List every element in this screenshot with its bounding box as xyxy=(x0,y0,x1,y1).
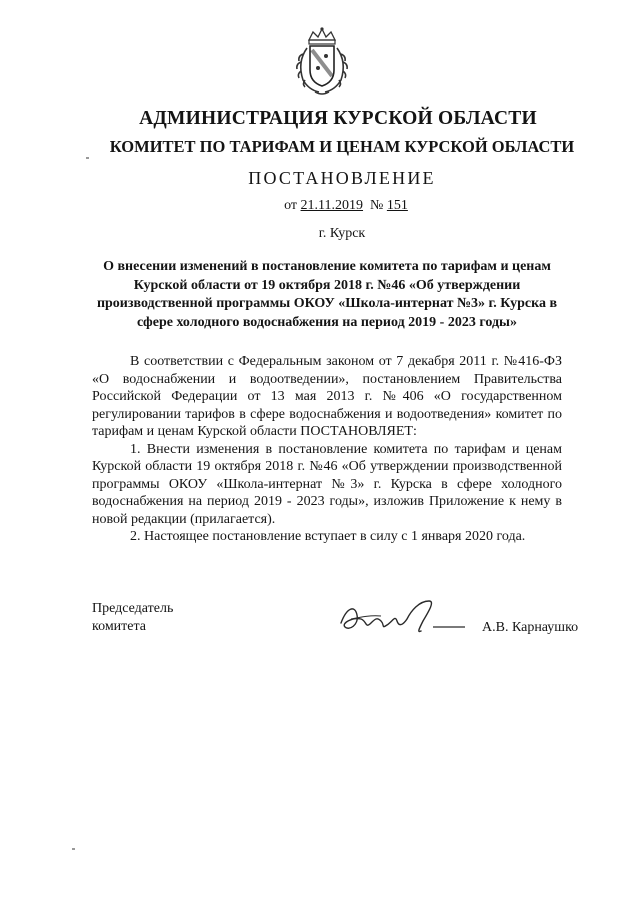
administration-title: АДМИНИСТРАЦИЯ КУРСКОЙ ОБЛАСТИ xyxy=(139,108,537,129)
document-number: 151 xyxy=(386,198,408,213)
item-1-paragraph: 1. Внести изменения в постановление комитета по тарифам и ценам Курской области 19 октября 2018 г. №46 «Об утверждении производственной программы ОКОУ «Школа-интернат №3» г. Курска в сфере холодного водоснабжения на период 2019 - 2023 годы», изложив Приложение к нему в новой редакции (прилагается). xyxy=(92,441,562,527)
signer-role xyxy=(92,600,173,635)
document-type: ПОСТАНОВЛЕНИЕ xyxy=(248,168,436,188)
document-date: 21.11.2019 xyxy=(300,198,364,213)
heading-line: производственной программы ОКОУ «Школа-интернат №3» г. Курска в xyxy=(96,296,558,311)
committee-title: КОМИТЕТ ПО ТАРИФАМ И ЦЕНАМ КУРСКОЙ ОБЛАСТИ xyxy=(109,137,575,156)
handwritten-signature xyxy=(337,597,467,639)
document-heading xyxy=(92,258,562,332)
date-prefix: от xyxy=(284,198,301,213)
coat-of-arms-icon xyxy=(291,26,353,98)
item-2-paragraph: 2. Настоящее постановление вступает в силу с 1 января 2020 года. xyxy=(130,529,526,544)
number-prefix: № xyxy=(363,198,387,213)
scan-speck xyxy=(72,848,75,850)
preamble-paragraph: В соответствии с Федеральным законом от 7 декабря 2011 г. №416-ФЗ «О водоснабжении и водоотведении», постановлением Правительства Российской Федерации от 13 мая 2013 г. №406 «О государственном регулировании тарифов в сфере водоснабжения и водоотведения» комитет по тарифам и ценам Курской области ПОСТАНОВЛЯЕТ: xyxy=(92,354,562,439)
document-body xyxy=(92,353,562,546)
signer-name: А.В. Карнаушко xyxy=(482,620,579,635)
heading-line: сфере холодного водоснабжения на период 2019 - 2023 годы» xyxy=(137,314,517,330)
signer-role-line: Председатель xyxy=(92,601,174,616)
date-number-line xyxy=(26,198,640,214)
signer-role-line: комитета xyxy=(92,618,147,634)
scan-speck xyxy=(86,157,89,159)
city: г. Курск xyxy=(318,226,366,241)
heading-line: Курской области от 19 октября 2018 г. №46 «Об утверждении xyxy=(133,277,521,293)
heading-line: О внесении изменений в постановление комитета по тарифам и ценам xyxy=(103,259,551,274)
